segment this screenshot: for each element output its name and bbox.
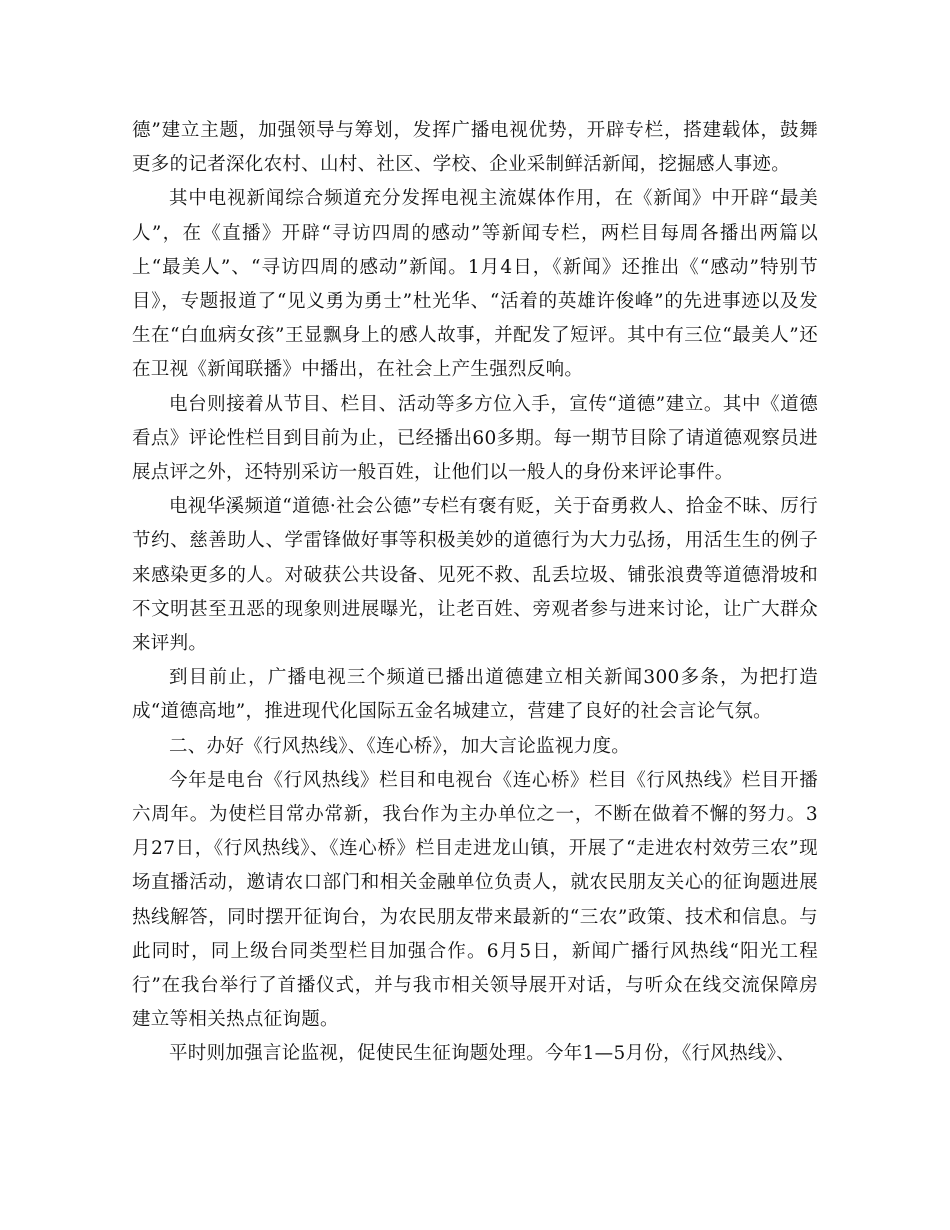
paragraph-3: 电台则接着从节目、栏目、活动等多方位入手，宣传“道德”建立。其中《道德看点》评论性栏目到目前为止，已经播出60多期。每一期节目除了请道德观察员进展点评之外，还特别采访一般百姓，让他们以一般人的身份来评论事件。 [132, 393, 818, 484]
document-body [132, 114, 818, 1072]
paragraph-7: 平时则加强言论监视，促使民生征询题处理。今年1—5月份，《行风热线》、 [169, 1043, 796, 1065]
paragraph-4: 电视华溪频道“道德·社会公德”专栏有褒有贬，关于奋勇救人、拾金不昧、厉行节约、慈善助人、学雷锋做好事等积极美妙的道德行为大力弘扬，用活生生的例子来感染更多的人。对破获公共设备、见死不救、乱丢垃圾、铺张浪费等道德滑坡和不文明甚至丑恶的现象则进展曝光，让老百姓、旁观者参与进来讨论，让广大群众来评判。 [132, 496, 818, 655]
paragraph-5: 到目前止，广播电视三个频道已播出道德建立相关新闻300多条，为把打造成“道德高地”，推进现代化国际五金名城建立，营建了良好的社会言论气氛。 [132, 667, 818, 723]
paragraph-1: 德”建立主题，加强领导与筹划，发挥广播电视优势，开辟专栏，搭建载体，鼓舞更多的记者深化农村、山村、社区、学校、企业采制鲜活新闻，挖掘感人事迹。 [132, 120, 818, 176]
paragraph-2: 其中电视新闻综合频道充分发挥电视主流媒体作用，在《新闻》中开辟“最美人”，在《直播》开辟“寻访四周的感动”等新闻专栏，两栏目每周各播出两篇以上“最美人”、“寻访四周的感动”新闻。1月4日，《新闻》还推出《“感动”特别节目》，专题报道了“见义勇为勇士”杜光华、“活着的英雄许俊峰”的先进事迹以及发生在“白血病女孩”王显飘身上的感人故事，并配发了短评。其中有三位“最美人”还在卫视《新闻联播》中播出，在社会上产生强烈反响。 [132, 188, 818, 381]
section-heading: 二、办好《行风热线》、《连心桥》，加大言论监视力度。 [169, 735, 631, 757]
paragraph-6: 今年是电台《行风热线》栏目和电视台《连心桥》栏目《行风热线》栏目开播六周年。为使栏目常办常新，我台作为主办单位之一，不断在做着不懈的努力。3月27日，《行风热线》、《连心桥》栏目走进龙山镇，开展了“走进农村效劳三农”现场直播活动，邀请农口部门和相关金融单位负责人，就农民朋友关心的征询题进展热线解答，同时摆开征询台，为农民朋友带来最新的“三农”政策、技术和信息。与此同时，同上级台同类型栏目加强合作。6月5日，新闻广播行风热线“阳光工程行”在我台举行了首播仪式，并与我市相关领导展开对话，与听众在线交流保障房建立等相关热点征询题。 [132, 769, 818, 1031]
